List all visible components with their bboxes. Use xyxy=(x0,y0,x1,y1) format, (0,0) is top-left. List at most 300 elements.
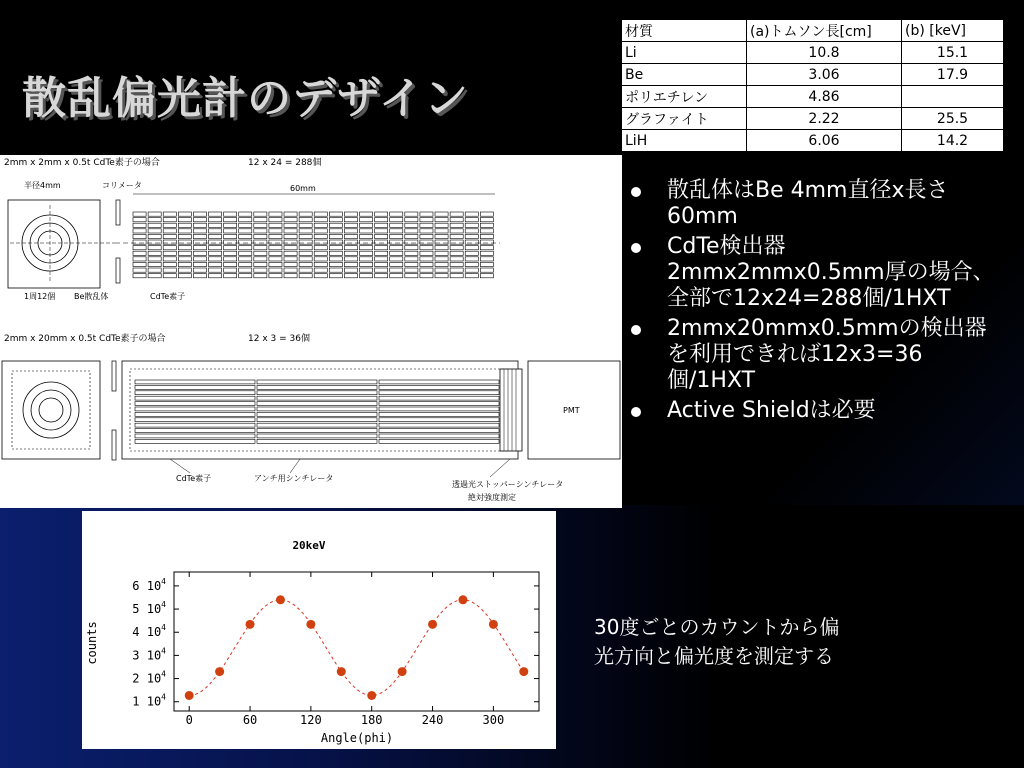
detector-diagram xyxy=(0,155,622,508)
cdte-pixel xyxy=(360,212,373,216)
cdte-pixel xyxy=(480,251,493,255)
cdte-pixel xyxy=(178,251,191,255)
cdte-pixel xyxy=(420,240,433,244)
cdte-pixel xyxy=(193,251,206,255)
cdte-pixel xyxy=(314,218,327,222)
cdte-pixel xyxy=(375,251,388,255)
cdte-pixel xyxy=(209,274,222,278)
cdte-strip xyxy=(257,402,377,406)
cdte-pixel xyxy=(465,218,478,222)
x-tick-label: 180 xyxy=(360,713,383,727)
cdte-pixel xyxy=(480,257,493,261)
cdte-pixel xyxy=(405,212,418,216)
cdte-strip xyxy=(135,380,255,384)
data-point xyxy=(185,691,194,700)
label-be: Be散乱体 xyxy=(74,292,109,301)
cdte-pixel xyxy=(224,262,237,266)
table-header-cell: 材質 xyxy=(622,20,747,42)
data-point xyxy=(367,691,376,700)
cdte-pixel xyxy=(178,257,191,261)
cdte-pixel xyxy=(193,262,206,266)
cdte-pixel xyxy=(193,240,206,244)
cdte-pixel xyxy=(269,246,282,250)
table-cell: LiH xyxy=(622,130,747,152)
cdte-pixel xyxy=(344,268,357,272)
cdte-pixel xyxy=(163,234,176,238)
y-tick-exponent: 4 xyxy=(161,669,166,679)
cdte-pixel xyxy=(254,229,267,233)
label-collimator: コリメータ xyxy=(102,181,142,190)
cdte-pixel xyxy=(163,246,176,250)
cdte-pixel xyxy=(224,229,237,233)
y-tick-label: 3 $10^4$ xyxy=(132,646,166,663)
cdte-pixel xyxy=(254,240,267,244)
cdte-pixel xyxy=(480,223,493,227)
y-tick-exponent: 4 xyxy=(161,623,166,633)
cdte-pixel xyxy=(314,262,327,266)
cdte-pixel xyxy=(344,234,357,238)
cdte-pixel xyxy=(450,229,463,233)
cdte-pixel xyxy=(314,274,327,278)
note-line: 光方向と偏光度を測定する xyxy=(594,644,834,668)
cdte-pixel xyxy=(344,257,357,261)
data-point xyxy=(458,595,467,604)
cdte-strip xyxy=(135,412,255,416)
cdte-pixel xyxy=(390,262,403,266)
cdte-pixel xyxy=(133,218,146,222)
cdte-pixel xyxy=(360,257,373,261)
fit-curve xyxy=(189,600,524,696)
cdte-pixel xyxy=(375,240,388,244)
cdte-strip xyxy=(379,380,499,384)
table-header-cell: (a)トムソン長[cm] xyxy=(747,20,902,42)
cdte-pixel xyxy=(375,268,388,272)
cdte-pixel xyxy=(314,257,327,261)
material-table xyxy=(621,19,1004,152)
cdte-pixel xyxy=(360,223,373,227)
cdte-pixel xyxy=(148,218,161,222)
cdte-pixel xyxy=(360,234,373,238)
cdte-strip xyxy=(257,391,377,395)
note-line: 30度ごとのカウントから偏 xyxy=(594,615,840,639)
cdte-pixel xyxy=(133,268,146,272)
cdte-pixel xyxy=(254,262,267,266)
table-row xyxy=(622,130,1004,152)
bullet-text: Active Shieldは必要 xyxy=(667,398,876,423)
data-point xyxy=(276,595,285,604)
cdte-pixel xyxy=(178,212,191,216)
data-point xyxy=(215,667,224,676)
cdte-pixel xyxy=(269,234,282,238)
collimator-upper xyxy=(116,200,120,225)
table-row xyxy=(622,42,1004,64)
cdte-pixel xyxy=(329,234,342,238)
cdte-pixel xyxy=(269,251,282,255)
cdte-pixel xyxy=(344,251,357,255)
cdte-pixel xyxy=(390,212,403,216)
table-header-cell: (b) [keV] xyxy=(902,20,1004,42)
table-cell: 6.06 xyxy=(747,130,902,152)
cdte-pixel xyxy=(405,274,418,278)
cdte-pixel xyxy=(435,218,448,222)
cdte-pixel xyxy=(178,234,191,238)
cdte-pixel xyxy=(435,257,448,261)
table-cell xyxy=(902,86,1004,108)
cdte-pixel xyxy=(329,229,342,233)
cdte-pixel xyxy=(224,240,237,244)
plot-frame xyxy=(174,572,539,711)
y-tick-label: 6 $10^4$ xyxy=(132,576,166,593)
chart-note xyxy=(594,613,839,671)
cdte-pixel xyxy=(329,262,342,266)
cdte-pixel xyxy=(178,229,191,233)
cdte-strip xyxy=(379,418,499,422)
cdte-pixel xyxy=(148,229,161,233)
table-cell: 10.8 xyxy=(747,42,902,64)
cdte-pixel xyxy=(360,262,373,266)
table-cell: 2.22 xyxy=(747,108,902,130)
cdte-pixel xyxy=(360,251,373,255)
cdte-pixel xyxy=(329,274,342,278)
cdte-pixel xyxy=(193,246,206,250)
cdte-pixel xyxy=(420,234,433,238)
cdte-strip xyxy=(379,385,499,389)
cdte-pixel xyxy=(390,234,403,238)
cdte-pixel xyxy=(193,223,206,227)
cdte-pixel xyxy=(254,218,267,222)
cdte-pixel xyxy=(178,262,191,266)
cdte-pixel xyxy=(314,268,327,272)
cdte-pixel xyxy=(480,218,493,222)
diagram-bottom-count: 12 x 3 = 36個 xyxy=(248,334,310,344)
cdte-pixel xyxy=(480,268,493,272)
data-point xyxy=(337,667,346,676)
cdte-pixel xyxy=(299,246,312,250)
cdte-pixel xyxy=(360,268,373,272)
cdte-pixel xyxy=(133,240,146,244)
cdte-pixel xyxy=(148,262,161,266)
cdte-pixel xyxy=(239,229,252,233)
cdte-strip xyxy=(379,396,499,400)
cdte-pixel xyxy=(284,223,297,227)
cdte-pixel xyxy=(480,262,493,266)
cdte-pixel xyxy=(269,274,282,278)
data-point xyxy=(519,667,528,676)
collimator-lower-2 xyxy=(112,430,116,460)
bullet-icon xyxy=(631,243,641,253)
data-point xyxy=(246,620,255,629)
cdte-strip xyxy=(379,407,499,411)
cdte-pixel xyxy=(435,223,448,227)
cdte-pixel xyxy=(209,218,222,222)
cdte-pixel xyxy=(133,246,146,250)
cdte-pixel xyxy=(299,212,312,216)
table-cell: グラファイト xyxy=(622,108,747,130)
cdte-pixel xyxy=(435,251,448,255)
cdte-pixel xyxy=(209,268,222,272)
cdte-pixel xyxy=(239,251,252,255)
cdte-pixel xyxy=(405,240,418,244)
cdte-pixel xyxy=(224,212,237,216)
cdte-strip xyxy=(135,385,255,389)
cdte-strip xyxy=(257,396,377,400)
cdte-pixel xyxy=(178,218,191,222)
cdte-pixel xyxy=(405,218,418,222)
label-cdte: CdTe素子 xyxy=(150,292,186,301)
list-item xyxy=(625,234,995,312)
cdte-pixel xyxy=(465,229,478,233)
table-cell: 4.86 xyxy=(747,86,902,108)
cdte-pixel xyxy=(375,218,388,222)
cdte-pixel xyxy=(148,234,161,238)
cdte-pixel xyxy=(420,251,433,255)
cdte-pixel-grid xyxy=(133,212,493,278)
cdte-pixel xyxy=(178,223,191,227)
cdte-pixel xyxy=(329,257,342,261)
cdte-pixel xyxy=(178,274,191,278)
cdte-pixel xyxy=(344,240,357,244)
cdte-pixel xyxy=(224,234,237,238)
cdte-pixel xyxy=(329,240,342,244)
modulation-chart xyxy=(82,511,556,749)
cdte-pixel xyxy=(148,212,161,216)
cdte-pixel xyxy=(329,246,342,250)
cdte-strip xyxy=(257,380,377,384)
cdte-pixel xyxy=(329,251,342,255)
label-ring: 1周12個 xyxy=(24,292,56,301)
cdte-pixel xyxy=(163,218,176,222)
detector-diagram-svg xyxy=(0,155,622,508)
cdte-pixel xyxy=(465,274,478,278)
cdte-strip xyxy=(257,418,377,422)
cdte-pixel xyxy=(420,229,433,233)
cdte-pixel xyxy=(269,212,282,216)
cdte-pixel xyxy=(133,212,146,216)
chart-title: 20keV xyxy=(292,539,326,552)
cdte-pixel xyxy=(299,257,312,261)
cdte-pixel xyxy=(390,223,403,227)
cdte-strip xyxy=(257,385,377,389)
cdte-strip xyxy=(257,429,377,433)
cdte-pixel xyxy=(224,246,237,250)
cdte-pixel xyxy=(284,274,297,278)
cdte-pixel xyxy=(465,251,478,255)
data-point xyxy=(489,620,498,629)
stopper-scintillator xyxy=(500,369,522,451)
cdte-pixel xyxy=(284,268,297,272)
cdte-pixel xyxy=(435,229,448,233)
cdte-pixel xyxy=(299,240,312,244)
cdte-pixel xyxy=(480,212,493,216)
cdte-pixel xyxy=(133,234,146,238)
cdte-pixel xyxy=(435,234,448,238)
label-stopper: 透過光ストッパーシンチレータ xyxy=(452,480,564,489)
cdte-pixel xyxy=(178,240,191,244)
cdte-pixel xyxy=(465,262,478,266)
y-axis-label: counts xyxy=(85,621,99,665)
cdte-pixel xyxy=(405,223,418,227)
cdte-pixel xyxy=(163,257,176,261)
y-tick-exponent: 4 xyxy=(161,646,166,656)
table-cell: Li xyxy=(622,42,747,64)
bullet-icon xyxy=(631,187,641,197)
cdte-pixel xyxy=(435,274,448,278)
cdte-pixel xyxy=(450,212,463,216)
cdte-pixel xyxy=(450,218,463,222)
x-tick-label: 240 xyxy=(421,713,444,727)
cdte-strip xyxy=(135,407,255,411)
cdte-pixel xyxy=(209,262,222,266)
cdte-pixel xyxy=(465,268,478,272)
bullet-text: 2mmx20mmx0.5mmの検出器を利用できれば12x3=36個/1HXT xyxy=(667,316,987,393)
data-point xyxy=(306,620,315,629)
cdte-pixel xyxy=(390,246,403,250)
cdte-pixel xyxy=(178,246,191,250)
cdte-pixel xyxy=(239,234,252,238)
collimator-upper-2 xyxy=(112,361,116,391)
cdte-pixel xyxy=(465,223,478,227)
cdte-strip xyxy=(135,439,255,443)
cdte-pixel xyxy=(465,234,478,238)
cdte-pixel xyxy=(435,240,448,244)
axis-ticks xyxy=(132,572,539,727)
data-point xyxy=(398,667,407,676)
cdte-pixel xyxy=(329,212,342,216)
table-cell: 15.1 xyxy=(902,42,1004,64)
cdte-pixel xyxy=(390,257,403,261)
cdte-pixel xyxy=(405,251,418,255)
cdte-pixel xyxy=(450,223,463,227)
cdte-pixel xyxy=(405,257,418,261)
cdte-pixel xyxy=(163,212,176,216)
leader-line xyxy=(170,459,190,473)
cdte-strip xyxy=(257,407,377,411)
cdte-pixel xyxy=(178,268,191,272)
cdte-pixel xyxy=(329,223,342,227)
cdte-pixel xyxy=(163,262,176,266)
cdte-pixel xyxy=(254,223,267,227)
cdte-pixel xyxy=(254,234,267,238)
cdte-pixel xyxy=(133,223,146,227)
cdte-pixel xyxy=(284,257,297,261)
table-cell: 3.06 xyxy=(747,64,902,86)
x-tick-label: 0 xyxy=(185,713,193,727)
cdte-strip-grid xyxy=(135,380,499,443)
cdte-pixel xyxy=(239,212,252,216)
cdte-pixel xyxy=(133,274,146,278)
cdte-strip xyxy=(257,439,377,443)
cdte-pixel xyxy=(420,218,433,222)
cdte-pixel xyxy=(148,240,161,244)
label-pmt: PMT xyxy=(563,406,580,415)
cdte-pixel xyxy=(254,212,267,216)
cdte-strip xyxy=(135,396,255,400)
x-tick-label: 60 xyxy=(242,713,258,727)
cdte-pixel xyxy=(224,223,237,227)
cdte-pixel xyxy=(344,223,357,227)
cdte-pixel xyxy=(133,262,146,266)
cdte-pixel xyxy=(480,246,493,250)
modulation-chart-svg xyxy=(82,511,556,749)
y-tick-label: 1 $10^4$ xyxy=(132,692,166,709)
cdte-pixel xyxy=(420,223,433,227)
cdte-pixel xyxy=(254,251,267,255)
cdte-pixel xyxy=(133,229,146,233)
bullet-icon xyxy=(631,407,641,417)
cdte-pixel xyxy=(284,229,297,233)
cdte-pixel xyxy=(209,257,222,261)
cdte-pixel xyxy=(390,274,403,278)
cdte-pixel xyxy=(193,268,206,272)
table-cell: 14.2 xyxy=(902,130,1004,152)
cdte-pixel xyxy=(239,240,252,244)
table-cell: 25.5 xyxy=(902,108,1004,130)
cdte-pixel xyxy=(344,218,357,222)
cdte-pixel xyxy=(360,246,373,250)
cdte-pixel xyxy=(405,268,418,272)
leader-line xyxy=(490,459,510,477)
diagram-top-count: 12 x 24 = 288個 xyxy=(248,158,322,168)
cdte-pixel xyxy=(405,234,418,238)
bottom-end-view xyxy=(2,361,100,459)
table-row xyxy=(622,64,1004,86)
cdte-pixel xyxy=(375,234,388,238)
cdte-pixel xyxy=(314,229,327,233)
cdte-pixel xyxy=(299,229,312,233)
label-anti: アンチ用シンチレータ xyxy=(254,474,334,483)
table-header-row xyxy=(622,20,1004,42)
cdte-pixel xyxy=(209,240,222,244)
cdte-pixel xyxy=(239,262,252,266)
cdte-strip xyxy=(135,429,255,433)
cdte-pixel xyxy=(193,234,206,238)
cdte-pixel xyxy=(405,246,418,250)
top-end-view xyxy=(8,200,115,288)
cdte-pixel xyxy=(420,274,433,278)
cdte-pixel xyxy=(239,274,252,278)
cdte-strip xyxy=(257,423,377,427)
cdte-pixel xyxy=(375,257,388,261)
cdte-pixel xyxy=(450,257,463,261)
cdte-pixel xyxy=(254,257,267,261)
cdte-pixel xyxy=(284,246,297,250)
y-tick-exponent: 4 xyxy=(161,600,166,610)
cdte-pixel xyxy=(420,262,433,266)
cdte-pixel xyxy=(390,251,403,255)
cdte-pixel xyxy=(420,257,433,261)
cdte-pixel xyxy=(133,257,146,261)
table-row xyxy=(622,86,1004,108)
bullet-icon xyxy=(631,325,641,335)
cdte-strip xyxy=(135,423,255,427)
x-tick-label: 300 xyxy=(482,713,505,727)
cdte-pixel xyxy=(148,251,161,255)
cdte-pixel xyxy=(465,240,478,244)
cdte-pixel xyxy=(269,229,282,233)
cdte-strip xyxy=(379,412,499,416)
cdte-strip xyxy=(135,402,255,406)
cdte-pixel xyxy=(450,268,463,272)
y-tick-label: 5 $10^4$ xyxy=(132,600,166,617)
cdte-strip xyxy=(257,412,377,416)
cdte-pixel xyxy=(375,246,388,250)
cdte-pixel xyxy=(420,246,433,250)
bullet-text: 散乱体はBe 4mm直径x長さ60mm xyxy=(667,178,949,229)
table-cell: 17.9 xyxy=(902,64,1004,86)
cdte-pixel xyxy=(299,218,312,222)
cdte-pixel xyxy=(375,262,388,266)
cdte-pixel xyxy=(163,274,176,278)
